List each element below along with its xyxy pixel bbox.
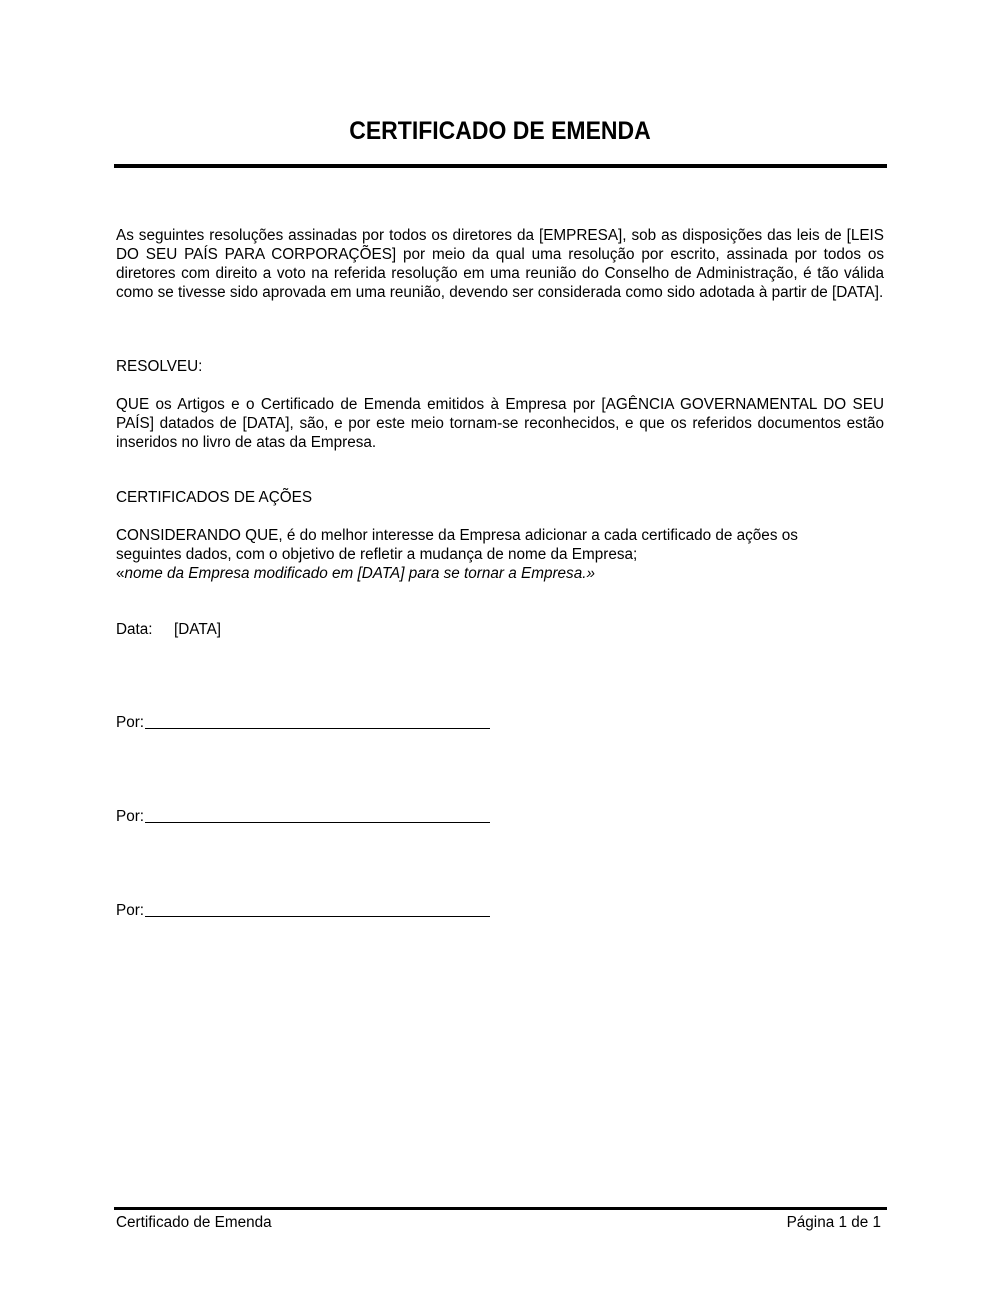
signature-blank[interactable] xyxy=(145,807,490,823)
signature-blank[interactable] xyxy=(145,901,490,917)
title-divider xyxy=(114,164,887,168)
date-row xyxy=(116,620,884,639)
footer-document-name: Certificado de Emenda xyxy=(116,1214,272,1231)
quote-close: » xyxy=(586,565,595,582)
intro-paragraph: As seguintes resoluções assinadas por todos os diretores da [EMPRESA], sob as disposições das leis de [LEIS DO SEU PAÍS PARA CORPORAÇÕES] por meio da qual uma resolução por escrito, assinada por todos os diretores com direito a voto na referida resolução em uma reunião do Conselho de Administração, é tão válida como se tivesse sido aprovada em uma reunião, devendo ser considerada como sido adotada à partir de [DATA]. xyxy=(116,227,884,301)
resolved-heading: RESOLVEU: xyxy=(116,358,203,375)
date-label: Data: xyxy=(116,621,153,638)
signature-line-3 xyxy=(116,901,490,920)
share-certificates-heading: CERTIFICADOS DE AÇÕES xyxy=(116,489,313,506)
signature-label: Por: xyxy=(116,902,145,919)
whereas-line-1: CONSIDERANDO QUE, é do melhor interesse da Empresa adicionar a cada certificado de ações os xyxy=(116,527,798,544)
signature-label: Por: xyxy=(116,714,145,731)
footer-divider xyxy=(114,1207,887,1210)
date-value: [DATA] xyxy=(174,621,222,638)
quote-text: nome da Empresa modificado em [DATA] para se tornar a Empresa. xyxy=(124,565,587,582)
name-change-quote xyxy=(116,564,884,583)
footer-page-number: Página 1 de 1 xyxy=(786,1214,881,1231)
signature-line-1 xyxy=(116,713,490,732)
whereas-line-2: seguintes dados, com o objetivo de refletir a mudança de nome da Empresa; xyxy=(116,546,638,563)
signature-label: Por: xyxy=(116,808,145,825)
resolved-paragraph: QUE os Artigos e o Certificado de Emenda emitidos à Empresa por [AGÊNCIA GOVERNAMENTAL DO SEU PAÍS] datados de [DATA], são, e por este meio tornam-se reconhecidos, e que os referidos documentos estão inseridos no livro de atas da Empresa. xyxy=(116,396,884,451)
quote-open: « xyxy=(116,565,125,582)
signature-blank[interactable] xyxy=(145,713,490,729)
document-title: CERTIFICADO DE EMENDA xyxy=(349,117,651,145)
signature-line-2 xyxy=(116,807,490,826)
whereas-paragraph xyxy=(116,526,884,583)
